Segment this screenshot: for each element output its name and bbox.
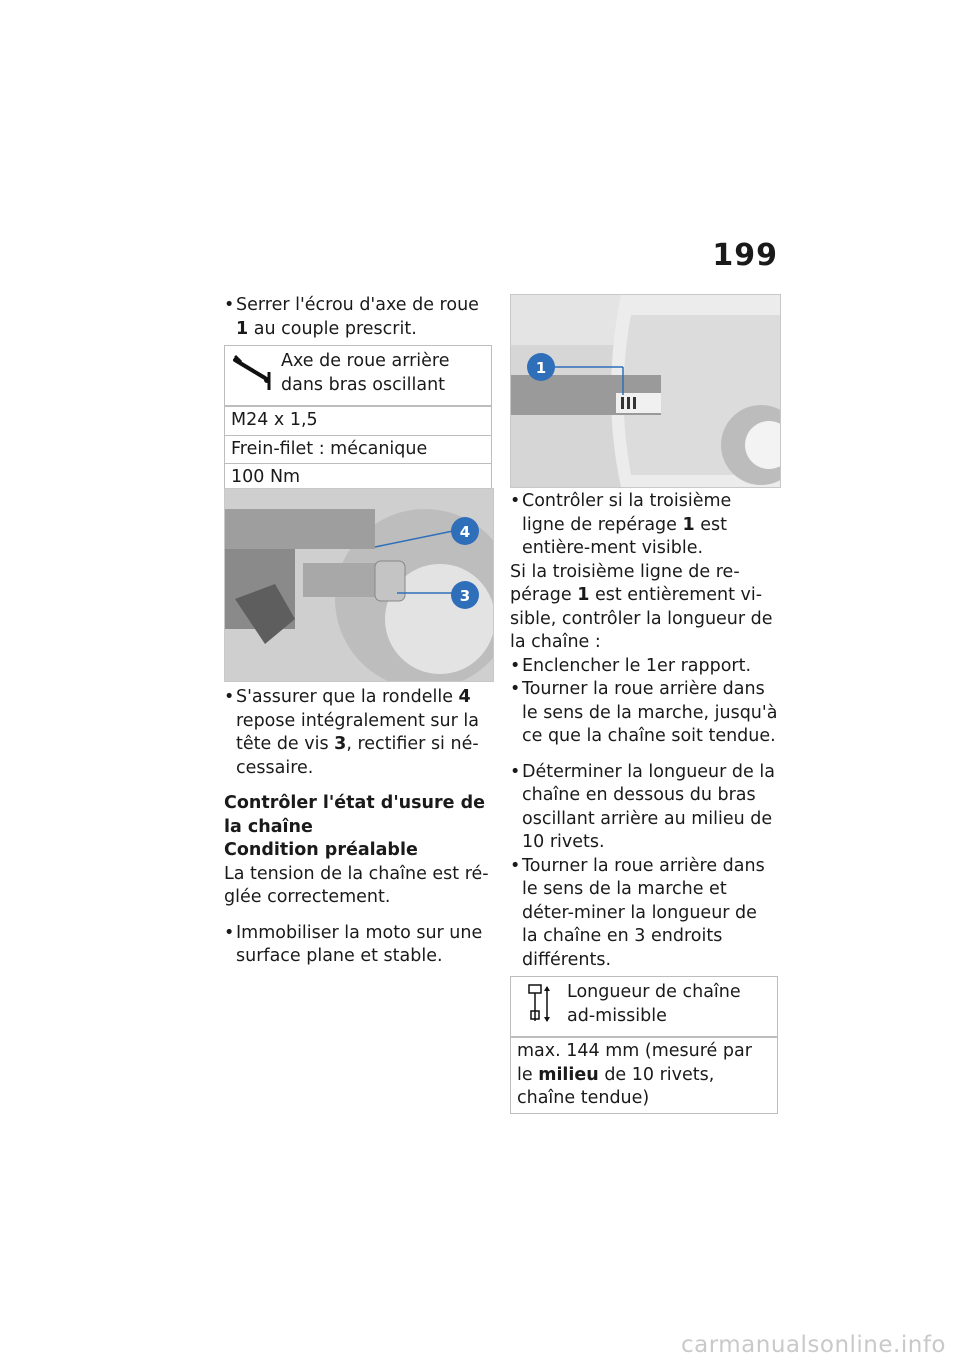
- section-heading: Contrôler l'état d'usure de la chaîne: [224, 793, 485, 837]
- spec-title: Longueur de chaîne ad-missible: [567, 982, 741, 1026]
- spec-table-chain-length: [510, 976, 778, 1114]
- photo-washer-screw: [224, 488, 494, 682]
- watermark: carmanualsonline.info: [680, 1332, 946, 1358]
- torque-wrench-icon: [231, 350, 275, 394]
- bullet-tighten-nut: • Serrer l'écrou d'axe de roue 1 au couple prescrit.: [224, 294, 492, 341]
- left-column-lower: [224, 686, 492, 969]
- spec-header: [511, 977, 777, 1037]
- bullet-check-marking: • Contrôler si la troisième ligne de repérage 1 est entière-ment visible.: [510, 490, 778, 561]
- right-column: [510, 490, 778, 1118]
- bullet-turn-wheel: • Tourner la roue arrière dans le sens de la marche, jusqu'à ce que la chaîne soit tendue.: [510, 678, 778, 749]
- callout-3: 3: [459, 587, 471, 605]
- paragraph-marking-visible: Si la troisième ligne de re-pérage 1 est entièrement vi-sible, contrôler la longueur de la chaîne :: [510, 561, 773, 652]
- spec-row-threadlock: Frein-filet : mécanique: [225, 435, 491, 464]
- callout-4: 4: [459, 523, 471, 541]
- bullet-immobilize: • Immobiliser la moto sur une surface plane et stable.: [224, 922, 492, 969]
- spec-row-max-length: max. 144 mm (mesuré par le milieu de 10 rivets, chaîne tendue): [511, 1037, 777, 1113]
- spec-row-torque: 100 Nm: [225, 463, 491, 492]
- bullet-measure-length: • Déterminer la longueur de la chaîne en dessous du bras oscillant arrière au milieu de 10 rivets.: [510, 761, 778, 855]
- photo-chain-marking: [510, 294, 781, 488]
- page-number: 199: [712, 238, 778, 273]
- caliper-icon: [517, 981, 561, 1025]
- spec-row-thread: M24 x 1,5: [225, 406, 491, 435]
- spec-title: Axe de roue arrière dans bras oscillant: [281, 351, 450, 395]
- bullet-washer: • S'assurer que la rondelle 4 repose intégralement sur la tête de vis 3, rectifier si né-cessaire.: [224, 686, 492, 780]
- callout-1: 1: [535, 359, 547, 377]
- paragraph-chain-tension: La tension de la chaîne est ré-glée correctement.: [224, 863, 489, 907]
- spec-header: [225, 346, 491, 406]
- sub-heading: Condition préalable: [224, 840, 418, 860]
- bullet-first-gear: • Enclencher le 1er rapport.: [510, 655, 778, 679]
- bullet-three-places: • Tourner la roue arrière dans le sens de la marche et déter-miner la longueur de la chaîne en 3 endroits différents.: [510, 855, 778, 973]
- spec-table-torque: [224, 345, 492, 493]
- left-column: [224, 294, 492, 497]
